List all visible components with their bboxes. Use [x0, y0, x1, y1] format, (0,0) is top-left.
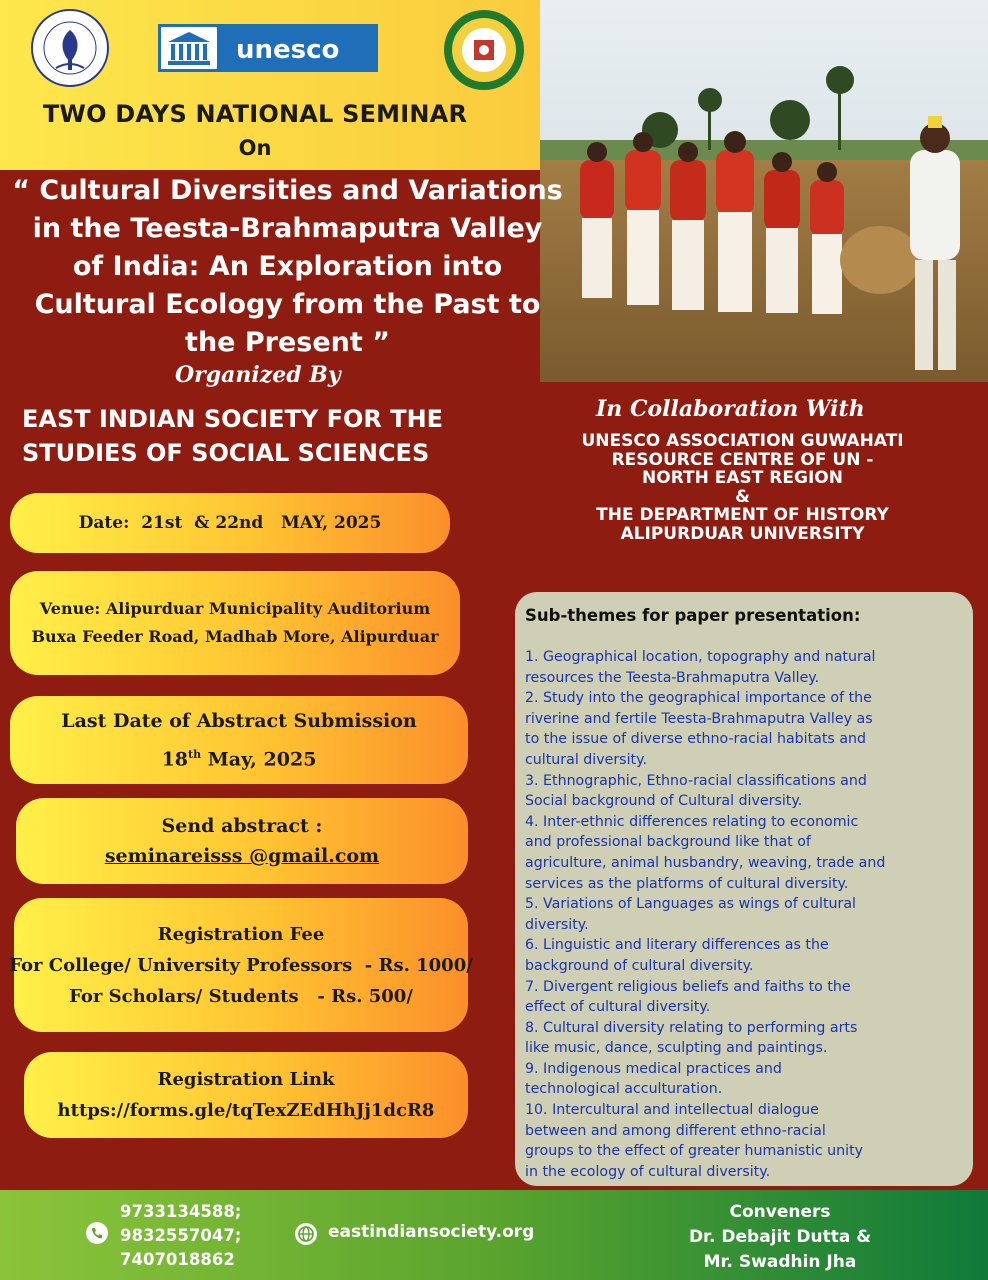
collaborator-line: UNESCO ASSOCIATION GUWAHATI: [581, 431, 904, 451]
subtheme-line: effect of cultural diversity.: [525, 999, 711, 1016]
fee-professors: For College/ University Professors - Rs. 1000/: [9, 954, 473, 976]
registration-fee-pill: [9, 898, 473, 1032]
subtheme-line: 5. Variations of Languages as wings of cultural: [525, 896, 856, 913]
website-link[interactable]: eastindiansociety.org: [328, 1222, 535, 1242]
send-abstract-pill: [16, 798, 468, 884]
subtheme-line: 10. Intercultural and intellectual dialogue: [525, 1102, 819, 1119]
alipurduar-university-logo: [442, 8, 526, 92]
subtheme-line: resources the Teesta-Brahmaputra Valley.: [525, 669, 820, 686]
registration-url-link[interactable]: https://forms.gle/tqTexZEdHhJj1dcR8: [57, 1100, 435, 1121]
subtheme-line: groups to the effect of greater humanistic unity: [525, 1143, 864, 1160]
subtheme-line: 8. Cultural diversity relating to performing arts: [525, 1019, 858, 1036]
phone-number[interactable]: 7407018862: [120, 1250, 235, 1269]
subtheme-line: 6. Linguistic and literary differences as the: [525, 937, 829, 954]
abstract-deadline-date: [162, 738, 317, 776]
collaboration-label: In Collaboration With: [596, 396, 865, 422]
subtheme-line: 3. Ethnographic, Ethno-racial classifications and: [525, 772, 867, 789]
venue-line: Venue: Alipurduar Municipality Auditorium: [39, 599, 431, 618]
globe-icon: [294, 1222, 318, 1246]
date-pill: [10, 493, 450, 553]
collaborators-list: [545, 432, 940, 543]
deadline-suffix: th: [188, 747, 202, 761]
collaborator-line: &: [735, 486, 750, 507]
subtheme-line: riverine and fertile Teesta-Brahmaputra Valley as: [525, 710, 873, 727]
registration-link-label: Registration Link: [157, 1069, 335, 1090]
seminar-title: TWO DAYS NATIONAL SEMINAR: [42, 100, 468, 128]
phone-number[interactable]: 9832557047;: [120, 1226, 242, 1245]
subtheme-line: and professional background like that of: [525, 834, 811, 851]
organized-by-label: Organized By: [175, 362, 341, 388]
abstract-deadline-label: Last Date of Abstract Submission: [61, 709, 417, 732]
abstract-email-link[interactable]: seminareisss @gmail.com: [104, 845, 380, 867]
organizer-name: [22, 402, 522, 470]
subtheme-line: to the issue of diverse ethno-racial habitats and: [525, 731, 867, 748]
abstract-deadline-pill: [10, 696, 468, 784]
conveners-label: Conveners: [729, 1202, 831, 1222]
deadline-day: 18: [161, 748, 189, 771]
collaborator-line: ALIPURDUAR UNIVERSITY: [620, 523, 865, 544]
title-line: of India: An Exploration into: [72, 251, 503, 282]
subtheme-line: in the ecology of cultural diversity.: [525, 1163, 771, 1180]
title-line: Cultural Ecology from the Past to: [34, 289, 541, 320]
subtheme-line: services as the platforms of cultural diversity.: [525, 875, 849, 892]
subtheme-line: agriculture, animal husbandry, weaving, trade and: [525, 854, 886, 871]
registration-fee-label: Registration Fee: [157, 923, 325, 945]
seminar-on: On: [238, 136, 272, 160]
unesco-wordmark: unesco: [236, 35, 340, 65]
subtheme-line: cultural diversity.: [525, 751, 647, 768]
subtheme-line: between and among different ethno-racial: [525, 1122, 826, 1139]
society-logo: [30, 8, 110, 88]
subtheme-line: background of cultural diversity.: [525, 957, 754, 974]
title-line: in the Teesta-Brahmaputra Valley: [32, 213, 543, 244]
subtheme-line: 4. Inter-ethnic differences relating to economic: [525, 813, 859, 830]
organizer-line: STUDIES OF SOCIAL SCIENCES: [22, 439, 430, 467]
subtheme-line: technological acculturation.: [525, 1081, 723, 1098]
subtheme-line: 9. Indigenous medical practices and: [525, 1060, 782, 1077]
phone-icon: [86, 1222, 108, 1244]
collaborator-line: RESOURCE CENTRE OF UN -: [611, 449, 874, 470]
send-abstract-label: Send abstract :: [161, 815, 323, 837]
venue-pill: [10, 571, 460, 675]
conveners-block: [680, 1200, 880, 1275]
seminar-theme-title: [10, 172, 565, 362]
title-line: “ Cultural Diversities and Variations: [12, 175, 563, 206]
convener-name: Mr. Swadhin Jha: [703, 1252, 857, 1272]
subtheme-line: 2. Study into the geographical importance of the: [525, 690, 872, 707]
convener-name: Dr. Debajit Dutta &: [688, 1227, 872, 1247]
contact-phones: [120, 1200, 241, 1272]
seminar-date: Date: 21st & 22nd MAY, 2025: [78, 513, 382, 533]
title-line: the Present ”: [185, 327, 390, 358]
venue-line: Buxa Feeder Road, Madhab More, Alipurduar: [31, 627, 439, 646]
collaborator-line: NORTH EAST REGION: [642, 468, 843, 488]
subtheme-line: diversity.: [525, 916, 589, 933]
subtheme-line: 7. Divergent religious beliefs and faiths to the: [525, 978, 851, 995]
unesco-logo: [158, 24, 378, 72]
subtheme-line: like music, dance, sculpting and paintings.: [525, 1040, 828, 1057]
subthemes-panel: [515, 592, 973, 1186]
phone-number[interactable]: 9733134588;: [120, 1202, 242, 1221]
collaborator-line: THE DEPARTMENT OF HISTORY: [596, 505, 889, 525]
deadline-rest: May, 2025: [201, 748, 317, 771]
organizer-line: EAST INDIAN SOCIETY FOR THE: [22, 405, 444, 433]
dancers-photo: [540, 0, 988, 382]
registration-link-pill: [24, 1052, 468, 1138]
fee-scholars: For Scholars/ Students - Rs. 500/: [69, 985, 413, 1007]
subtheme-line: 1. Geographical location, topography and natural: [525, 649, 876, 665]
subthemes-heading: Sub-themes for paper presentation:: [525, 606, 861, 625]
subtheme-line: Social background of Cultural diversity.: [525, 793, 803, 810]
subthemes-list: [525, 647, 969, 1182]
